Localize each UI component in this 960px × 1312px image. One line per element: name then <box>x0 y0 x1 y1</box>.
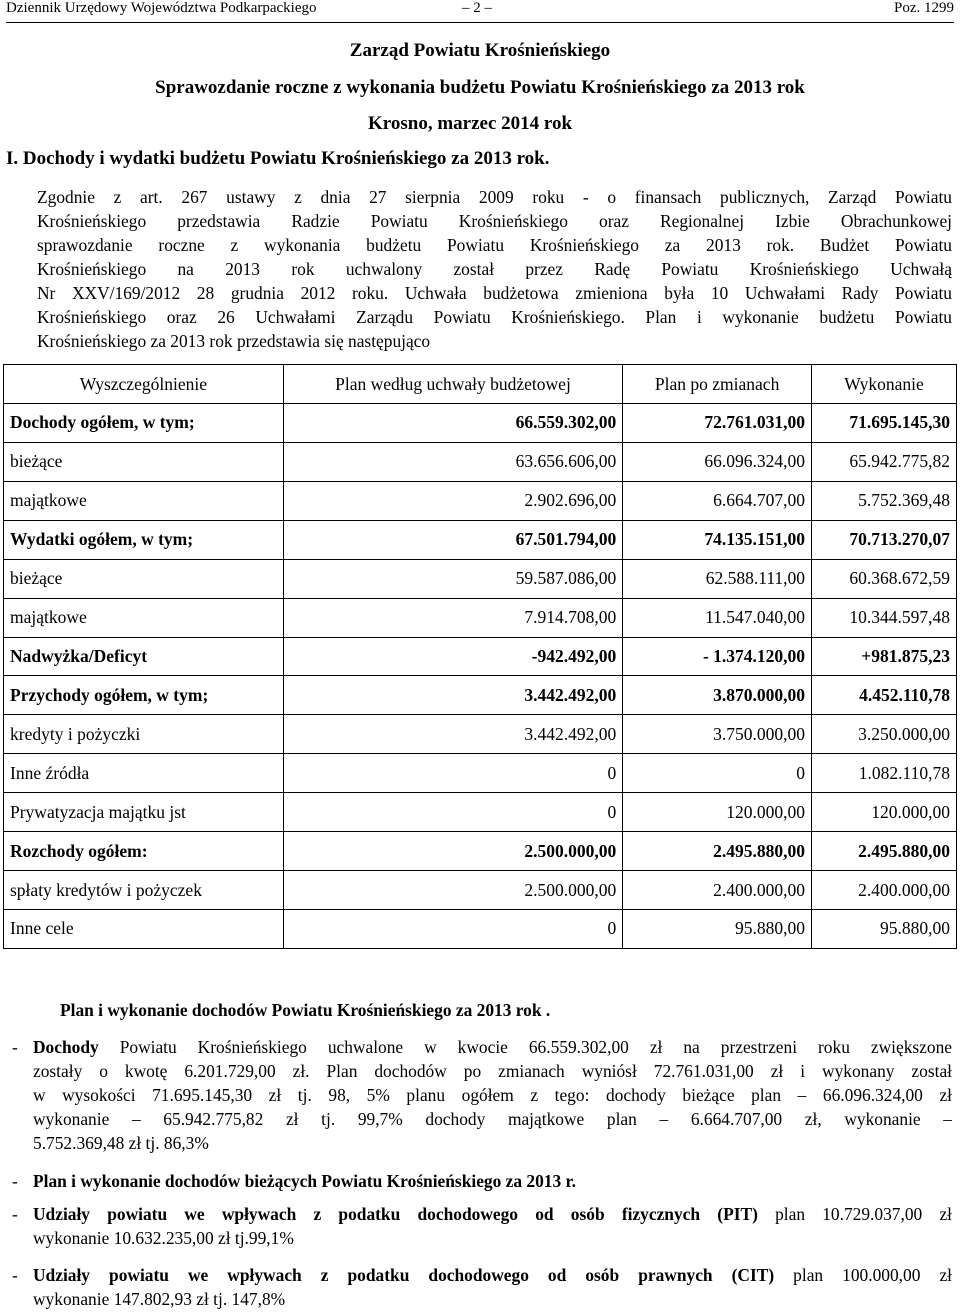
executed-value: 4.452.110,78 <box>812 676 957 715</box>
dash: - <box>12 1171 18 1191</box>
plan-changed-value: 62.588.111,00 <box>623 559 812 598</box>
executed-value: +981.875,23 <box>812 637 957 676</box>
intro-line: Nr XXV/169/2012 28 grudnia 2012 roku. Uchwała budżetowa zmieniona była 10 Uchwałami Rady Powiatu <box>37 283 952 303</box>
plan-value: 3.442.492,00 <box>283 676 623 715</box>
table-row <box>4 598 957 637</box>
row-label: Inne cele <box>4 909 284 948</box>
board-title: Zarząd Powiatu Krośnieńskiego <box>349 40 611 61</box>
plan-value: -942.492,00 <box>283 637 623 676</box>
executed-value: 65.942.775,82 <box>812 442 957 481</box>
executed-value: 5.752.369,48 <box>812 481 957 520</box>
text: plan 100.000,00 zł <box>774 1265 952 1285</box>
table-row <box>4 909 957 948</box>
text: plan 10.729.037,00 zł <box>757 1204 953 1224</box>
column-header: Plan według uchwały budżetowej <box>283 365 623 404</box>
paragraph-body <box>33 1035 952 1155</box>
plan-changed-value: 2.400.000,00 <box>623 871 812 910</box>
page-number: – 2 – <box>462 0 492 16</box>
paragraph-line: 5.752.369,48 zł tj. 86,3% <box>33 1133 209 1153</box>
row-label: Inne źródła <box>4 754 284 793</box>
plan-value: 3.442.492,00 <box>283 715 623 754</box>
row-label: Przychody ogółem, w tym; <box>4 676 284 715</box>
plan-changed-value: 120.000,00 <box>623 793 812 832</box>
table-header-row <box>4 365 957 404</box>
row-label: Rozchody ogółem: <box>4 832 284 871</box>
plan-value: 63.656.606,00 <box>283 442 623 481</box>
table-row <box>4 520 957 559</box>
revenue-paragraph <box>12 1035 952 1155</box>
budget-table <box>3 364 957 949</box>
table-row <box>4 871 957 910</box>
executed-value: 10.344.597,48 <box>812 598 957 637</box>
plan-changed-value: 74.135.151,00 <box>623 520 812 559</box>
paragraph-line: zostały o kwotę 6.201.729,00 zł. Plan dochodów po zmianach wyniósł 72.761.031,00 zł i wykonany został <box>33 1061 952 1081</box>
intro-line: Krośnieńskiego na 2013 rok uchwalony został przez Radę Powiatu Krośnieńskiego Uchwałą <box>37 259 952 279</box>
table-body <box>4 404 957 949</box>
plan-changed-value: 3.750.000,00 <box>623 715 812 754</box>
paragraph-body <box>33 1169 952 1193</box>
dash: - <box>12 1204 18 1224</box>
row-label: Prywatyzacja majątku jst <box>4 793 284 832</box>
plan-changed-value: 95.880,00 <box>623 909 812 948</box>
plan-value: 66.559.302,00 <box>283 404 623 443</box>
plan-value: 2.902.696,00 <box>283 481 623 520</box>
plan-value: 0 <box>283 754 623 793</box>
row-label: majątkowe <box>4 598 284 637</box>
plan-value: 0 <box>283 793 623 832</box>
place-date: Krosno, marzec 2014 rok <box>368 113 573 134</box>
current-revenue-heading <box>12 1169 952 1193</box>
table-row <box>4 676 957 715</box>
row-label: kredyty i pożyczki <box>4 715 284 754</box>
executed-value: 1.082.110,78 <box>812 754 957 793</box>
executed-value: 2.400.000,00 <box>812 871 957 910</box>
bold-lead: Dochody <box>33 1037 99 1057</box>
column-header: Wyszczególnienie <box>4 365 284 404</box>
plan-value: 0 <box>283 909 623 948</box>
table-row <box>4 754 957 793</box>
paragraph-line: w wysokości 71.695.145,30 zł tj. 98, 5% planu ogółem z tego: dochody bieżące plan – 66.096.324,00 zł <box>33 1085 952 1105</box>
row-label: bieżące <box>4 442 284 481</box>
row-label: bieżące <box>4 559 284 598</box>
section-heading: I. Dochody i wydatki budżetu Powiatu Krośnieńskiego za 2013 rok. <box>6 148 550 169</box>
column-header: Wykonanie <box>812 365 957 404</box>
running-header <box>6 0 954 22</box>
plan-value: 2.500.000,00 <box>283 871 623 910</box>
bold-text: Plan i wykonanie dochodów bieżących Powiatu Krośnieńskiego za 2013 r. <box>33 1171 577 1191</box>
plan-value: 59.587.086,00 <box>283 559 623 598</box>
row-label: Wydatki ogółem, w tym; <box>4 520 284 559</box>
table-row <box>4 637 957 676</box>
intro-paragraph <box>37 185 952 353</box>
intro-line: Krośnieńskiego przedstawia Radzie Powiatu Krośnieńskiego oraz Regionalnej Izbie Obrachunkowej <box>37 211 952 231</box>
column-header: Plan po zmianach <box>623 365 812 404</box>
journal-name: Dziennik Urzędowy Województwa Podkarpackiego <box>6 0 317 16</box>
plan-value: 67.501.794,00 <box>283 520 623 559</box>
table-row <box>4 442 957 481</box>
plan-changed-value: 11.547.040,00 <box>623 598 812 637</box>
bold-lead: Udziały powiatu we wpływach z podatku dochodowego od osób fizycznych (PIT) <box>33 1204 758 1224</box>
table-row <box>4 832 957 871</box>
paragraph-body <box>33 1202 952 1250</box>
dash: - <box>12 1265 18 1285</box>
paragraph-line: wykonanie 147.802,93 zł tj. 147,8% <box>33 1289 286 1309</box>
plan-changed-value: 72.761.031,00 <box>623 404 812 443</box>
plan-changed-value: - 1.374.120,00 <box>623 637 812 676</box>
executed-value: 70.713.270,07 <box>812 520 957 559</box>
intro-line: sprawozdanie roczne z wykonania budżetu Powiatu Krośnieńskiego za 2013 rok. Budżet Powiatu <box>37 235 952 255</box>
row-label: spłaty kredytów i pożyczek <box>4 871 284 910</box>
intro-line: Krośnieńskiego oraz 26 Uchwałami Zarządu Powiatu Krośnieńskiego. Plan i wykonanie budżetu Powiatu <box>37 307 952 327</box>
plan-changed-value: 2.495.880,00 <box>623 832 812 871</box>
executed-value: 3.250.000,00 <box>812 715 957 754</box>
report-title: Sprawozdanie roczne z wykonania budżetu Powiatu Krośnieńskiego za 2013 rok <box>155 77 805 98</box>
executed-value: 95.880,00 <box>812 909 957 948</box>
bold-lead: Udziały powiatu we wpływach z podatku dochodowego od osób prawnych (CIT) <box>33 1265 775 1285</box>
plan-changed-value: 6.664.707,00 <box>623 481 812 520</box>
cit-paragraph <box>12 1263 952 1311</box>
executed-value: 60.368.672,59 <box>812 559 957 598</box>
dash: - <box>12 1037 18 1057</box>
text: Powiatu Krośnieńskiego uchwalone w kwocie 66.559.302,00 zł na przestrzeni roku zwiększone <box>98 1037 952 1057</box>
executed-value: 2.495.880,00 <box>812 832 957 871</box>
plan-changed-value: 66.096.324,00 <box>623 442 812 481</box>
paragraph-body <box>33 1263 952 1311</box>
row-label: Dochody ogółem, w tym; <box>4 404 284 443</box>
table-row <box>4 404 957 443</box>
table-row <box>4 559 957 598</box>
plan-value: 7.914.708,00 <box>283 598 623 637</box>
table-row <box>4 481 957 520</box>
pit-paragraph <box>12 1202 952 1250</box>
row-label: majątkowe <box>4 481 284 520</box>
plan-changed-value: 0 <box>623 754 812 793</box>
row-label: Nadwyżka/Deficyt <box>4 637 284 676</box>
executed-value: 120.000,00 <box>812 793 957 832</box>
plan-value: 2.500.000,00 <box>283 832 623 871</box>
table-row <box>4 715 957 754</box>
executed-value: 71.695.145,30 <box>812 404 957 443</box>
paragraph-line: wykonanie 10.632.235,00 zł tj.99,1% <box>33 1228 294 1248</box>
intro-line: Zgodnie z art. 267 ustawy z dnia 27 sierpnia 2009 roku - o finansach publicznych, Zarząd Powiatu <box>37 187 952 207</box>
section2-title: Plan i wykonanie dochodów Powiatu Krośnieńskiego za 2013 rok . <box>60 1000 551 1020</box>
position-number: Poz. 1299 <box>894 0 954 16</box>
intro-line: Krośnieńskiego za 2013 rok przedstawia się następująco <box>37 331 431 351</box>
header-rule <box>6 22 954 23</box>
table-row <box>4 793 957 832</box>
paragraph-line: wykonanie – 65.942.775,82 zł tj. 99,7% dochody majątkowe plan – 6.664.707,00 zł, wykonanie – <box>33 1109 952 1129</box>
plan-changed-value: 3.870.000,00 <box>623 676 812 715</box>
